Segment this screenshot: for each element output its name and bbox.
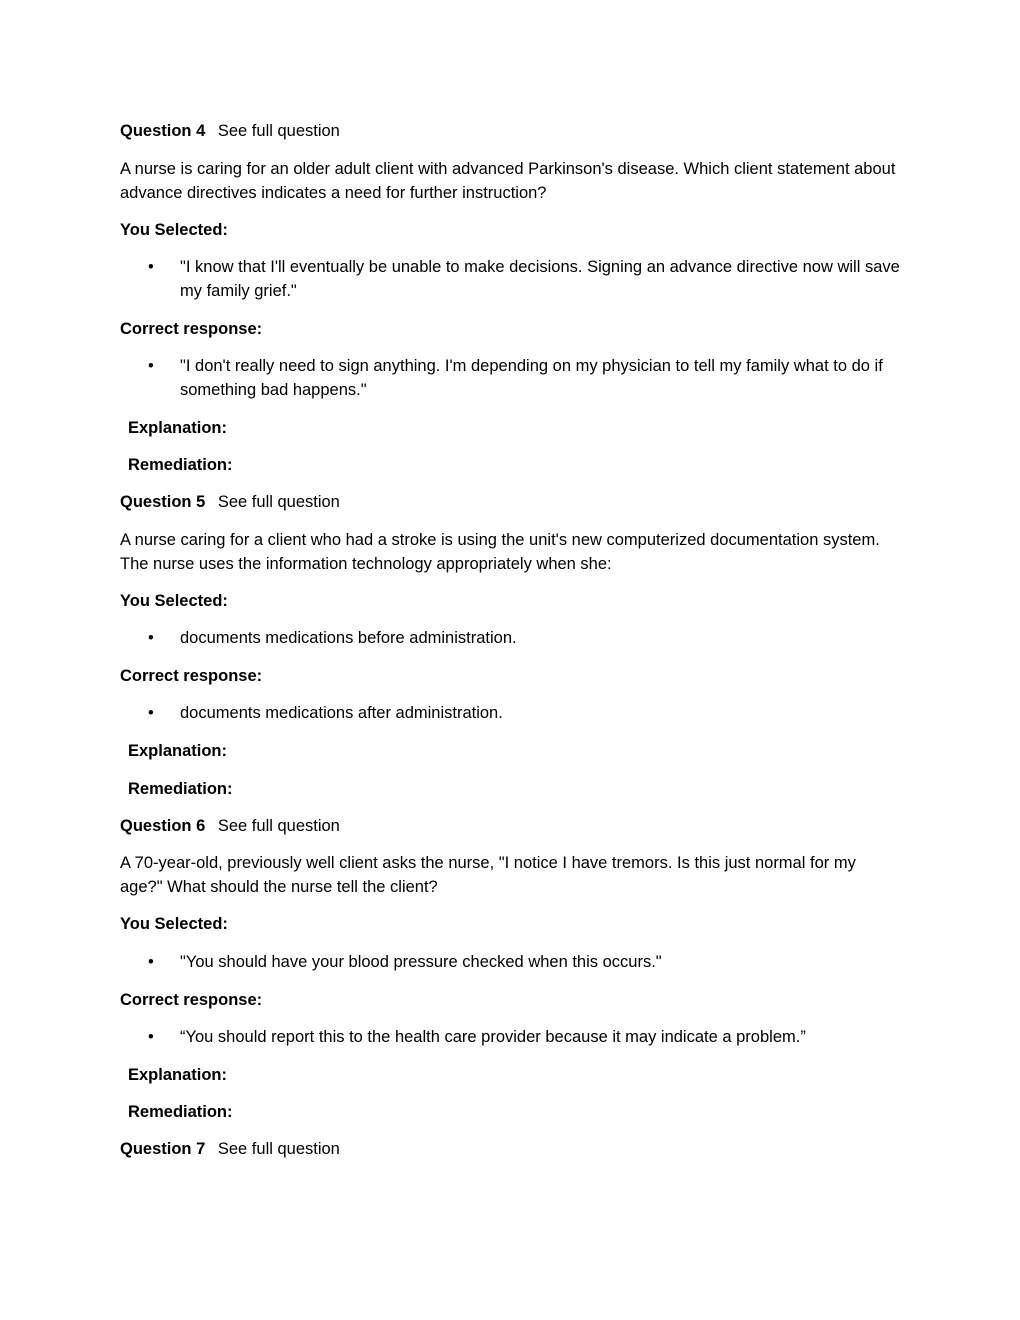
selected-answer-text: "You should have your blood pressure checked when this occurs." <box>180 953 662 971</box>
correct-answer <box>148 354 900 402</box>
question-number: Question 7 <box>120 1140 206 1158</box>
explanation-heading: Explanation: <box>128 419 228 437</box>
correct-answer-text: “You should report this to the health care provider because it may indicate a problem.” <box>180 1028 806 1046</box>
correct-answer-text: "I don't really need to sign anything. I'm depending on my physician to tell my family what to do if something bad happens." <box>180 357 883 399</box>
question-header <box>120 1137 900 1161</box>
remediation-heading: Remediation: <box>128 780 233 798</box>
selected-answer-text: "I know that I'll eventually be unable to make decisions. Signing an advance directive now will save my family grief." <box>180 258 900 300</box>
explanation-heading: Explanation: <box>128 742 228 760</box>
see-full-question-link[interactable]: See full question <box>217 493 340 511</box>
you-selected-heading: You Selected: <box>120 221 228 239</box>
bullet-icon: • <box>148 357 154 375</box>
correct-response-heading: Correct response: <box>120 667 263 685</box>
correct-answer-text: documents medications after administration. <box>180 704 503 722</box>
see-full-question-link[interactable]: See full question <box>217 1140 340 1158</box>
see-full-question-link[interactable]: See full question <box>217 817 340 835</box>
correct-response-heading: Correct response: <box>120 320 263 338</box>
remediation-heading: Remediation: <box>128 456 233 474</box>
correct-answer <box>148 1025 900 1049</box>
correct-response-heading: Correct response: <box>120 991 263 1009</box>
question-header <box>120 814 900 838</box>
selected-answer <box>148 950 900 974</box>
bullet-icon: • <box>148 258 154 276</box>
bullet-icon: • <box>148 629 154 647</box>
bullet-icon: • <box>148 953 154 971</box>
question-number: Question 6 <box>120 817 206 835</box>
remediation-heading: Remediation: <box>128 1103 233 1121</box>
question-stem: A nurse caring for a client who had a stroke is using the unit's new computerized documentation system. The nurse uses the information technology appropriately when she: <box>120 531 880 573</box>
question-stem: A nurse is caring for an older adult client with advanced Parkinson's disease. Which client statement about advance directives indicates a need for further instruction? <box>120 160 896 202</box>
question-number: Question 5 <box>120 493 206 511</box>
explanation-heading: Explanation: <box>128 1066 228 1084</box>
question-header <box>120 490 900 514</box>
question-header <box>120 119 900 143</box>
see-full-question-link[interactable]: See full question <box>217 122 340 140</box>
selected-answer <box>148 255 900 303</box>
selected-answer-text: documents medications before administration. <box>180 629 517 647</box>
bullet-icon: • <box>148 704 154 722</box>
selected-answer <box>148 626 900 650</box>
you-selected-heading: You Selected: <box>120 592 228 610</box>
bullet-icon: • <box>148 1028 154 1046</box>
question-number: Question 4 <box>120 122 206 140</box>
you-selected-heading: You Selected: <box>120 915 228 933</box>
correct-answer <box>148 701 900 725</box>
question-stem: A 70-year-old, previously well client asks the nurse, "I notice I have tremors. Is this just normal for my age?" What should the nurse tell the client? <box>120 854 856 896</box>
